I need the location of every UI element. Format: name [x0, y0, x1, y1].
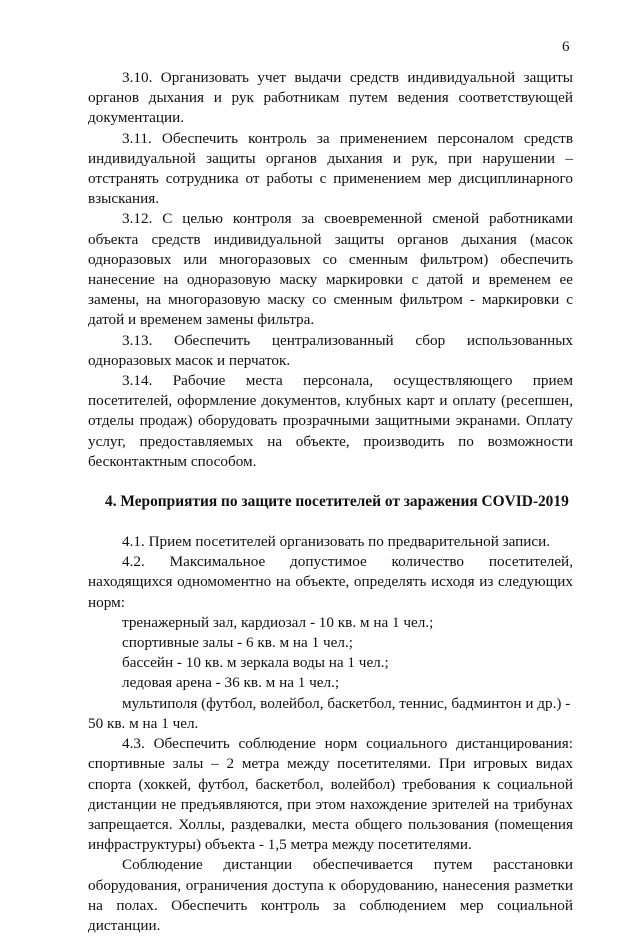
page-number: 6 [562, 39, 570, 55]
section-heading: 4. Мероприятия по защите посетителей от заражения COVID-2019 [105, 493, 569, 511]
paragraph-3-12: 3.12. С целью контроля за своевременной сменой работниками объекта средств индивидуальной защиты органов дыхания (масок одноразовых или многоразовых со сменным фильтром) обеспечить нанесение на одноразовую маску маркировки с датой и временем ее замены, на многоразовую маску со сменным фильтром - маркировки с датой и временем замены фильтра. [88, 210, 573, 329]
paragraph-4-3: 4.3. Обеспечить соблюдение норм социального дистанцирования: спортивные залы – 2 метра между посетителями. При игровых видах спорта (хоккей, футбол, баскетбол, волейбол) требования к социальной дистанции не предъявляются, при этом нахождение зрителей на трибунах запрещается. Холлы, раздевалки, места общего пользования (помещения инфраструктуры) объекта - 1,5 метра между посетителями. [88, 735, 573, 854]
paragraph-distance: Соблюдение дистанции обеспечивается путем расстановки оборудования, ограничения доступа к оборудованию, нанесения разметки на полах. Обеспечить контроль за соблюдением мер социальной дистанции. [88, 856, 573, 934]
paragraph-4-2: 4.2. Максимальное допустимое количество посетителей, находящихся одномоментно на объекте, определять исходя из следующих норм: [88, 553, 573, 611]
section-gap [88, 512, 573, 532]
norm-item: ледовая арена - 36 кв. м на 1 чел.; [122, 674, 340, 692]
norm-item: бассейн - 10 кв. м зеркала воды на 1 чел.; [122, 654, 389, 672]
norm-item: спортивные залы - 6 кв. м на 1 чел.; [122, 634, 353, 652]
section-gap [88, 472, 573, 492]
norm-item: тренажерный зал, кардиозал - 10 кв. м на 1 чел.; [122, 613, 434, 631]
paragraph-3-10: 3.10. Организовать учет выдачи средств индивидуальной защиты органов дыхания и рук работникам путем ведения соответствующей документации. [88, 69, 573, 127]
paragraph-4-1: 4.1. Прием посетителей организовать по предварительной записи. [122, 533, 551, 551]
norm-item-multi: мультиполя (футбол, волейбол, баскетбол, теннис, бадминтон и др.) - [122, 694, 571, 712]
document-body [88, 68, 573, 936]
paragraph-3-11: 3.11. Обеспечить контроль за применением персоналом средств индивидуальной защиты органов дыхания и рук, при нарушении – отстранять сотрудника от работы с применением мер дисциплинарного взыскания. [88, 129, 573, 208]
paragraph-3-14: 3.14. Рабочие места персонала, осуществляющего прием посетителей, оформление документов, клубных карт и оплату (ресепшен, отделы продаж) оборудовать прозрачными защитными экранами. Оплату услуг, предоставляемых на объекте, производить по возможности бесконтактным способом. [88, 372, 573, 470]
paragraph-3-13: 3.13. Обеспечить централизованный сбор использованных одноразовых масок и перчаток. [88, 331, 573, 369]
norm-item-multi-cont: 50 кв. м на 1 чел. [88, 714, 199, 732]
